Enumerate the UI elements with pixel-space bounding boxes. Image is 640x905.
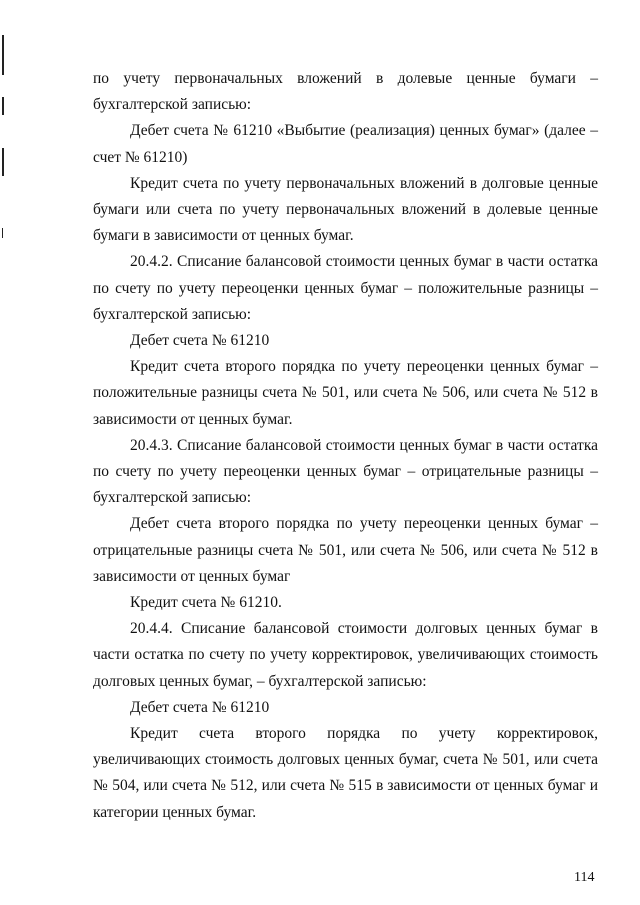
paragraph-debit-61210-second: Дебет счета № 61210	[130, 698, 270, 716]
paragraph-section-20-4-2: 20.4.2. Списание балансовой стоимости ценных бумаг в части остатка по счету по учету переоценки ценных бумаг – положительные разницы – бухгалтерской записью:	[93, 253, 598, 323]
paragraph-credit-adjustments: Кредит счета второго порядка по учету корректировок, увеличивающих стоимость долговых ценных бумаг, счета № 501, или счета № 504, или счета № 512, или счета № 515 в зависимости от ценных бумаг и категории ценных бумаг.	[93, 725, 598, 821]
paragraph-section-20-4-4: 20.4.4. Списание балансовой стоимости долговых ценных бумаг в части остатка по счету по учету корректировок, увеличивающих стоимость долговых ценных бумаг, – бухгалтерской записью:	[93, 620, 598, 690]
paragraph-debit-negative-differences: Дебет счета второго порядка по учету переоценки ценных бумаг – отрицательные разницы счета № 501, или счета № 506, или счета № 512 в зависимости от ценных бумаг	[93, 515, 598, 585]
margin-mark	[2, 148, 4, 176]
margin-mark	[2, 228, 3, 238]
document-body	[93, 66, 598, 826]
paragraph-credit-initial-investments: Кредит счета по учету первоначальных вложений в долговые ценные бумаги или счета по учету первоначальных вложений в долевые ценные бумаги в зависимости от ценных бумаг.	[93, 174, 598, 245]
margin-mark	[2, 97, 4, 115]
paragraph-debit-61210-full: Дебет счета № 61210 «Выбытие (реализация) ценных бумаг» (далее – счет № 61210)	[93, 122, 598, 166]
paragraph-credit-61210: Кредит счета № 61210.	[130, 594, 282, 612]
paragraph-credit-positive-differences: Кредит счета второго порядка по учету переоценки ценных бумаг – положительные разницы счета № 501, или счета № 506, или счета № 512 в зависимости от ценных бумаг.	[93, 358, 598, 428]
margin-mark	[2, 35, 4, 75]
paragraph-debit-61210: Дебет счета № 61210	[130, 332, 270, 350]
paragraph-section-20-4-3: 20.4.3. Списание балансовой стоимости ценных бумаг в части остатка по счету по учету переоценки ценных бумаг – отрицательные разницы – бухгалтерской записью:	[93, 436, 598, 507]
paragraph-continuation: по учету первоначальных вложений в долевые ценные бумаги – бухгалтерской записью:	[93, 70, 598, 114]
page-number: 114	[574, 870, 595, 885]
